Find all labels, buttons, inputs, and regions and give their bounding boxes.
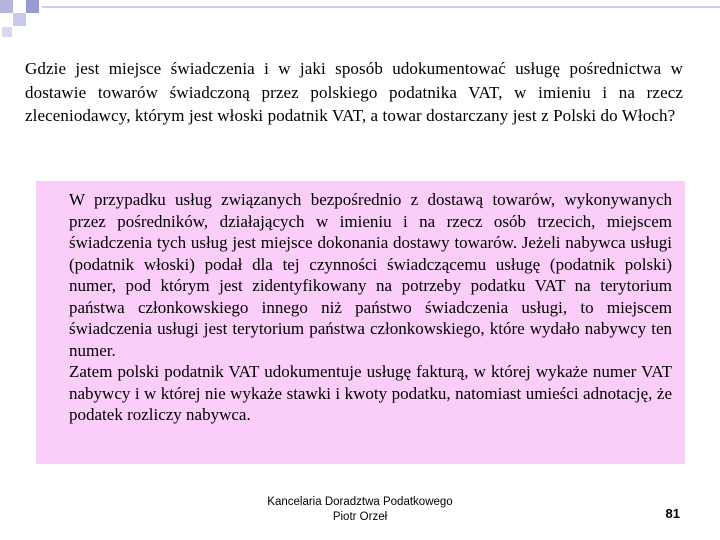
footer-author <box>240 495 480 525</box>
decorative-header-squares <box>0 0 720 40</box>
answer-paragraph-1: W przypadku usług związanych bezpośrednio z dostawą towarów, wykonywanych przez pośredników, działających w imieniu i na rzecz osób trzecich, miejscem świadczenia tych usług jest miejsce dokonania dostawy towarów. Jeżeli nabywca usługi (podatnik włoski) podał dla tej czynności świadczącemu usługę (podatnik polski) numer, pod którym jest zidentyfikowany na potrzeby podatku VAT na terytorium państwa członkowskiego innego niż państwo świadczenia usługi, to miejscem świadczenia usługi jest terytorium państwa członkowskiego, które wydało nabywcy ten numer. <box>69 190 672 360</box>
footer-author-name: Piotr Orzeł <box>332 511 388 523</box>
answer-paragraph-2: Zatem polski podatnik VAT udokumentuje usługę fakturą, w której wykaże numer VAT nabywcy i w której nie wykaże stawki i kwoty podatku, natomiast umieści adnotację, że podatek rozliczy nabywca. <box>69 362 672 424</box>
answer-box <box>36 181 685 464</box>
question-text: Gdzie jest miejsce świadczenia i w jaki sposób udokumentować usługę pośrednictwa w dostawie towarów świadczoną przez polskiego podatnika VAT, w imieniu i na rzecz zleceniodawcy, którym jest włoski podatnik VAT, a towar dostarczany jest z Polski do Włoch? <box>25 59 683 125</box>
footer-firm-name: Kancelaria Doradztwa Podatkowego <box>267 496 453 508</box>
page-number: 81 <box>665 506 680 521</box>
